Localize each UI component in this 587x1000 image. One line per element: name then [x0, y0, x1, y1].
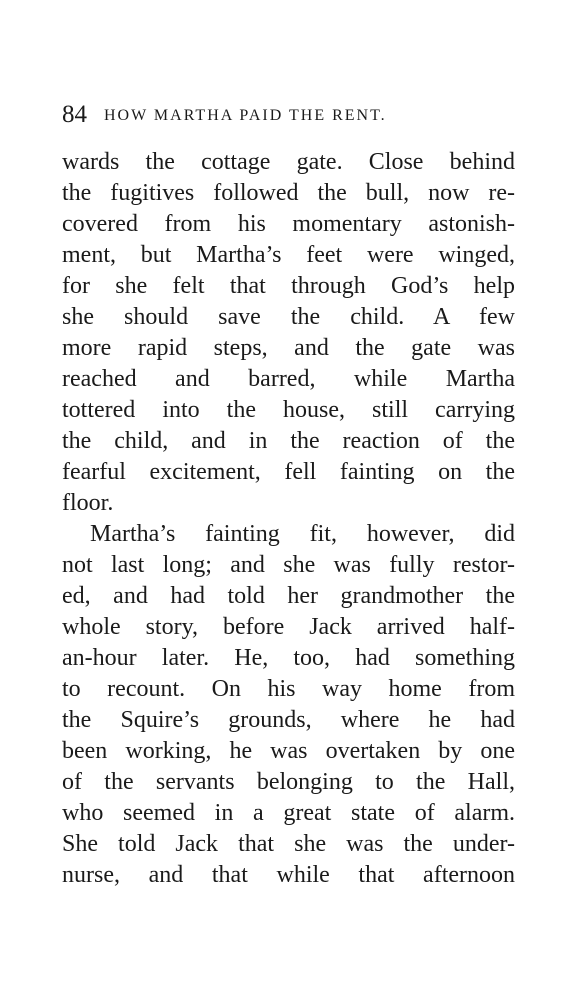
- text-line: reached and barred, while Martha: [62, 366, 515, 392]
- text-line: She told Jack that she was the under-: [62, 831, 515, 857]
- text-line: covered from his momentary astonish-: [62, 211, 515, 237]
- running-head: [62, 100, 522, 130]
- text-line: tottered into the house, still carrying: [62, 397, 515, 423]
- text-line: been working, he was overtaken by one: [62, 738, 515, 764]
- text-line: for she felt that through God’s help: [62, 273, 515, 299]
- text-line: ment, but Martha’s feet were winged,: [62, 242, 515, 268]
- text-line: the child, and in the reaction of the: [62, 428, 515, 454]
- text-line: the Squire’s grounds, where he had: [62, 707, 515, 733]
- text-line: more rapid steps, and the gate was: [62, 335, 515, 361]
- text-line: the fugitives followed the bull, now re-: [62, 180, 515, 206]
- text-line: who seemed in a great state of alarm.: [62, 800, 515, 826]
- text-line: of the servants belonging to the Hall,: [62, 769, 515, 795]
- body-text: [62, 147, 515, 891]
- running-title: HOW MARTHA PAID THE RENT.: [104, 107, 387, 124]
- text-line: wards the cottage gate. Close behind: [62, 149, 515, 175]
- text-line: nurse, and that while that afternoon: [62, 862, 515, 888]
- text-line: not last long; and she was fully restor-: [62, 552, 515, 578]
- text-line: she should save the child. A few: [62, 304, 515, 330]
- text-line: Martha’s fainting fit, however, did: [90, 521, 515, 547]
- text-line: whole story, before Jack arrived half-: [62, 614, 515, 640]
- text-line: ed, and had told her grandmother the: [62, 583, 515, 609]
- page-number: 84: [62, 101, 87, 128]
- text-line: to recount. On his way home from: [62, 676, 515, 702]
- text-line: floor.: [62, 490, 114, 516]
- text-line: fearful excitement, fell fainting on the: [62, 459, 515, 485]
- text-line: an-hour later. He, too, had something: [62, 645, 515, 671]
